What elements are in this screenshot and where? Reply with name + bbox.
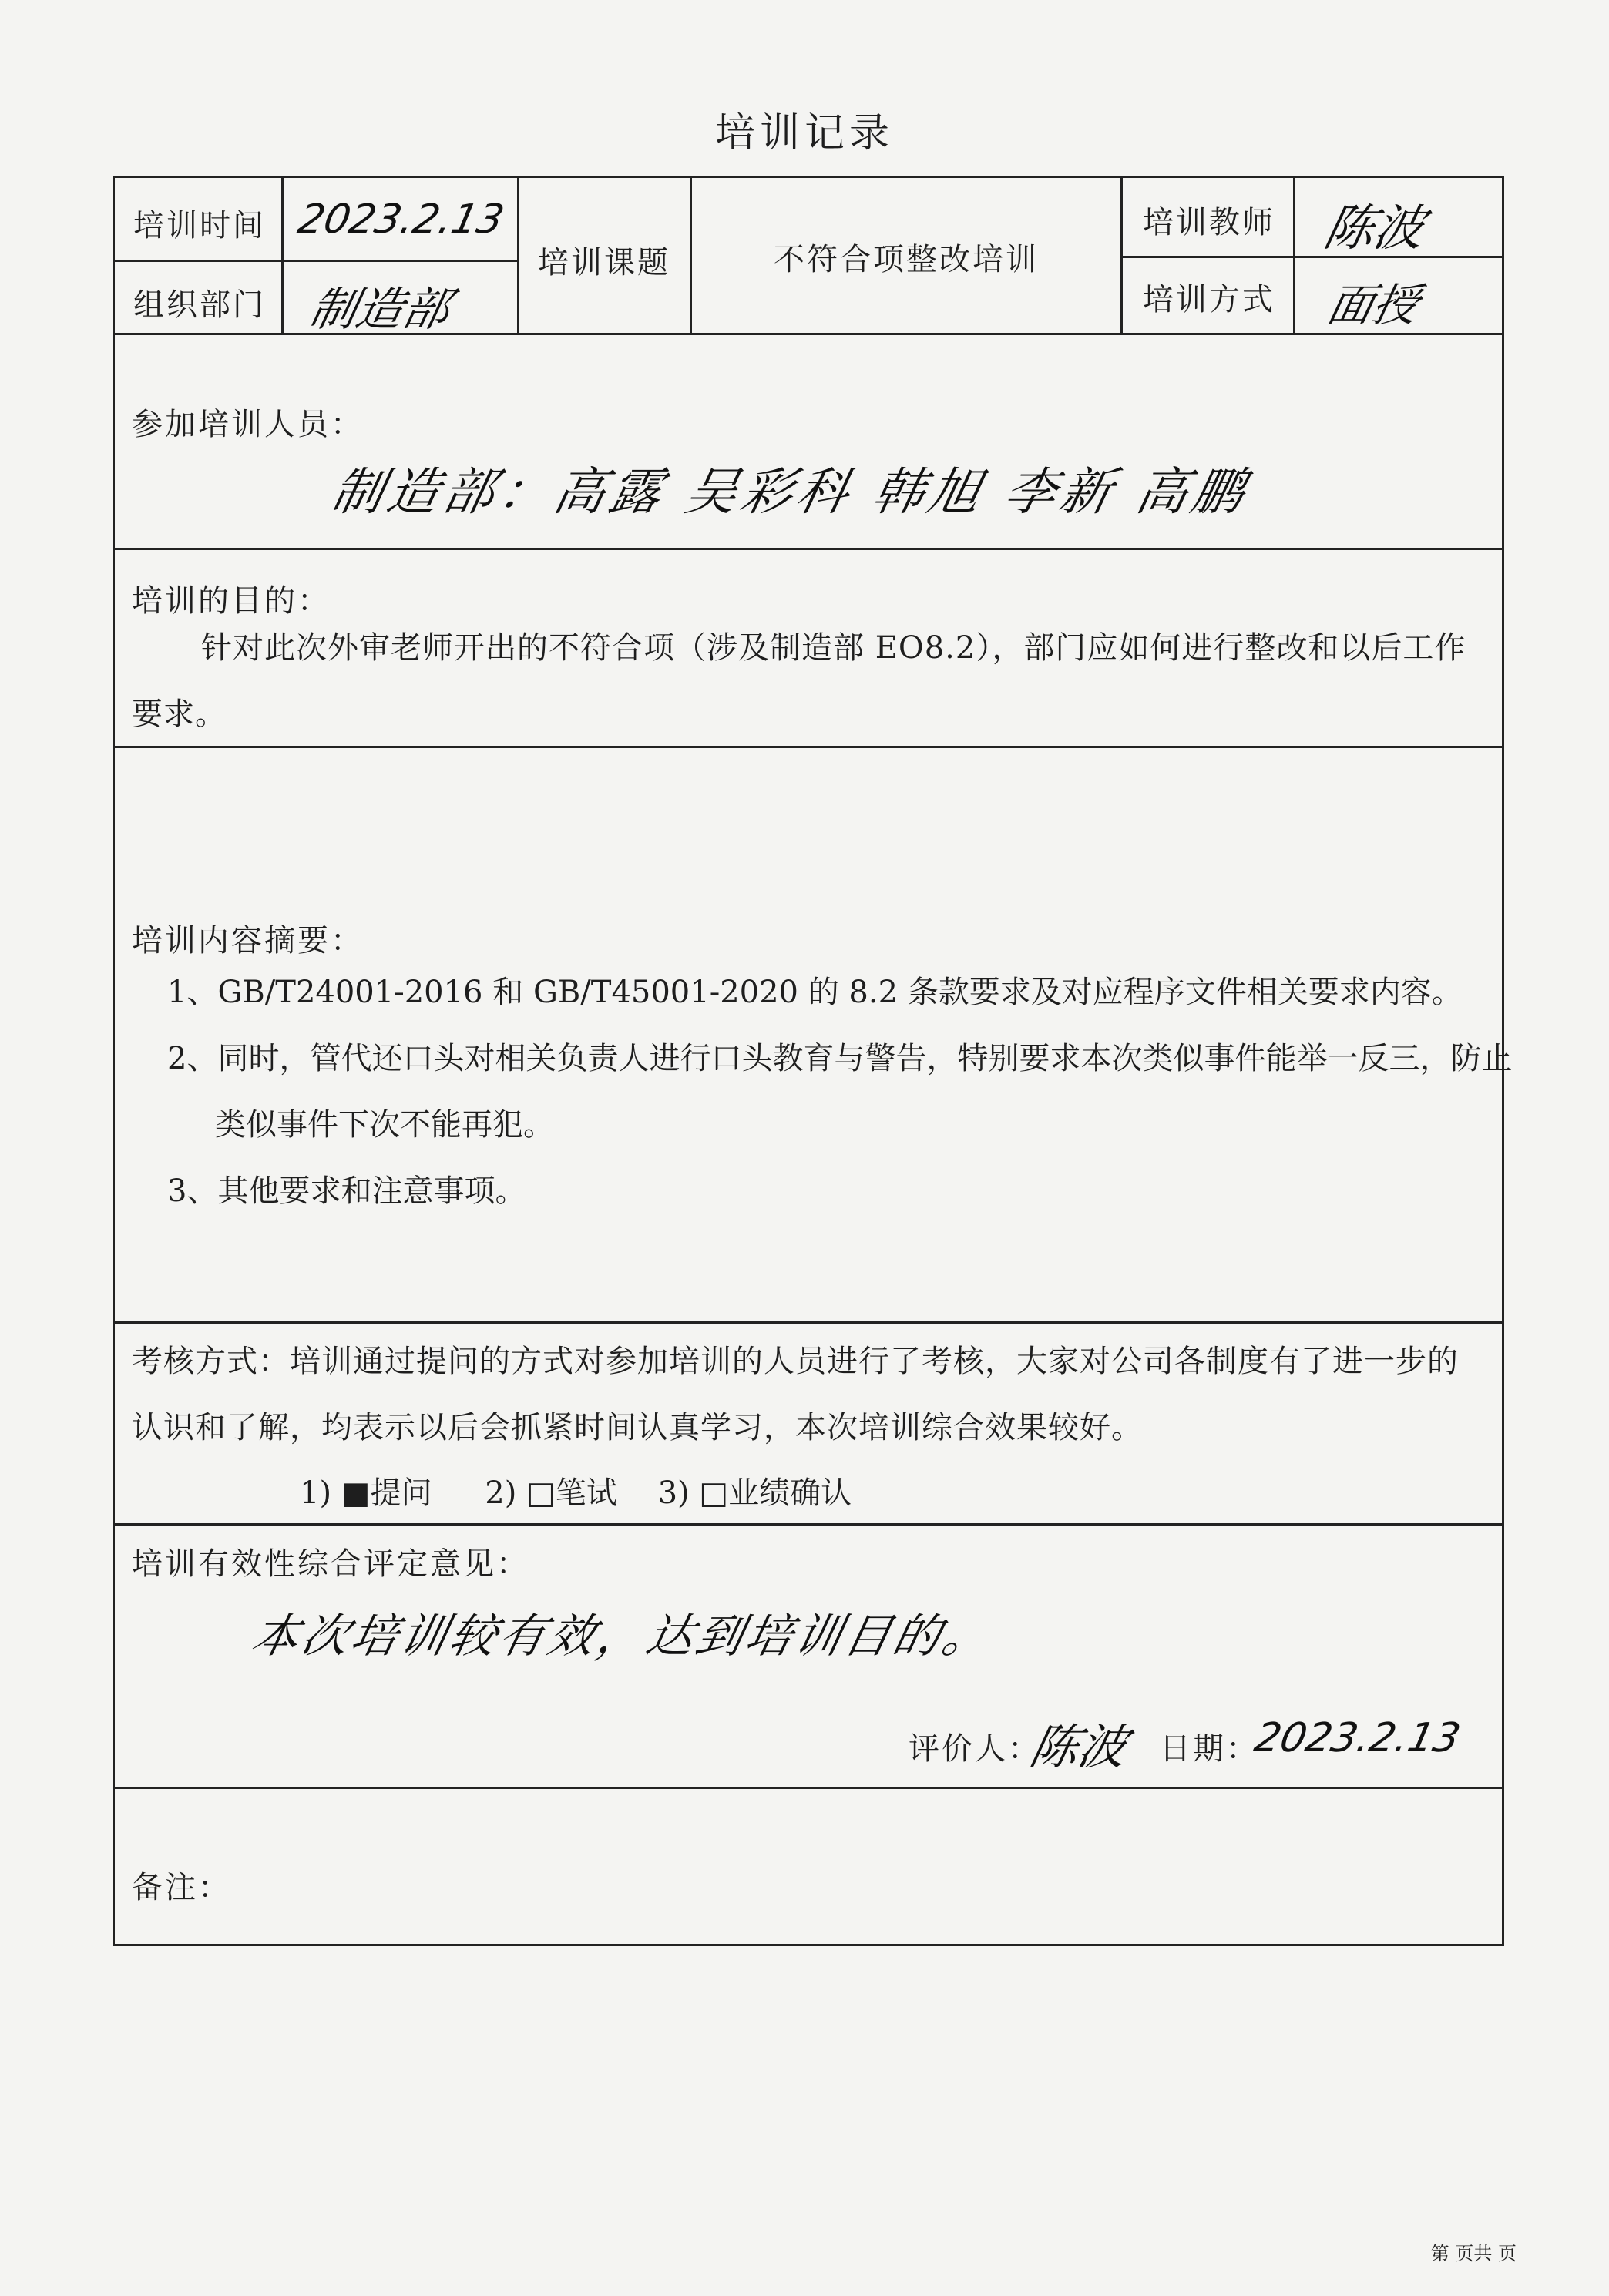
assessment-text: 考核方式：培训通过提问的方式对参加培训的人员进行了考核，大家对公司各制度有了进一步的认识和了解，均表示以后会抓紧时间认真学习，本次培训综合效果较好。: [132, 1344, 1459, 1445]
option-3-num: 3): [657, 1475, 690, 1511]
method-label: 培训方式: [1143, 282, 1275, 317]
dept-label-cell: [113, 260, 284, 335]
training-record-form: [113, 176, 1513, 1946]
content-item-1: 1、GB/T24001-2016 和 GB/T45001-2020 的 8.2 条款要求及对应程序文件相关要求内容。: [167, 975, 1463, 1010]
option-1-label: 提问: [370, 1475, 432, 1511]
page-title: 培训记录: [714, 110, 894, 156]
purpose-label: 培训的目的：: [132, 583, 331, 619]
teacher-value: 陈波: [1318, 200, 1430, 257]
purpose-section: [113, 548, 1504, 748]
page-number-footer: 第 页共 页: [1430, 2243, 1517, 2264]
remarks-section: [113, 1787, 1504, 1946]
date-label: 日期：: [1160, 1731, 1259, 1767]
remarks-label: 备注：: [132, 1870, 231, 1905]
time-label: 培训时间: [133, 208, 266, 243]
teacher-label-cell: [1120, 176, 1295, 258]
time-value: 2023.2.13: [294, 196, 509, 243]
option-3-label: 业绩确认: [728, 1475, 852, 1511]
teacher-value-cell: [1293, 176, 1504, 258]
participants-value: 制造部：高露 吴彩科 韩旭 李新 高鹏: [326, 462, 1255, 522]
topic-value: 不符合项整改培训: [774, 242, 1039, 277]
evaluation-comment: 本次培训较有效，达到培训目的。: [247, 1610, 999, 1663]
dept-value: 制造部: [304, 283, 455, 337]
assessment-section: [113, 1321, 1504, 1526]
evaluation-section: [113, 1523, 1504, 1789]
evaluator-signature: 陈波: [1025, 1719, 1133, 1775]
topic-value-cell: [690, 176, 1123, 335]
evaluator-label: 评价人：: [909, 1731, 1041, 1767]
evaluation-label: 培训有效性综合评定意见：: [132, 1546, 529, 1582]
method-label-cell: [1120, 256, 1295, 335]
option-2-label: 笔试: [555, 1475, 617, 1511]
option-2-num: 2): [485, 1475, 517, 1511]
content-section: [113, 746, 1513, 1324]
method-value: 面授: [1322, 279, 1424, 331]
assessment-options: [300, 1469, 852, 1512]
content-item-2: 2、同时，管代还口头对相关负责人进行口头教育与警告，特别要求本次类似事件能举一反三，防止类似事件下次不能再犯。: [167, 1041, 1513, 1143]
option-1: [300, 1475, 442, 1511]
option-1-checkbox: ■: [341, 1475, 371, 1511]
content-item-3: 3、其他要求和注意事项。: [167, 1173, 526, 1209]
time-label-cell: [113, 176, 284, 262]
teacher-label: 培训教师: [1143, 205, 1275, 240]
topic-label-cell: [517, 176, 692, 335]
purpose-text: 针对此次外审老师开出的不符合项（涉及制造部 EO8.2），部门应如何进行整改和以后工作要求。: [132, 630, 1466, 732]
participants-section: [113, 333, 1504, 550]
topic-label: 培训课题: [538, 245, 670, 280]
participants-label: 参加培训人员：: [132, 407, 364, 442]
option-3: [658, 1475, 852, 1511]
dept-value-cell: [281, 260, 519, 335]
dept-label: 组织部门: [133, 287, 266, 323]
content-label: 培训内容摘要：: [132, 923, 364, 958]
option-2: [485, 1475, 626, 1511]
option-3-checkbox: □: [699, 1475, 729, 1511]
method-value-cell: [1293, 256, 1504, 335]
time-value-cell: [281, 176, 519, 262]
option-1-num: 1): [300, 1475, 332, 1511]
evaluation-date: 2023.2.13: [1250, 1715, 1465, 1761]
option-2-checkbox: □: [526, 1475, 556, 1511]
